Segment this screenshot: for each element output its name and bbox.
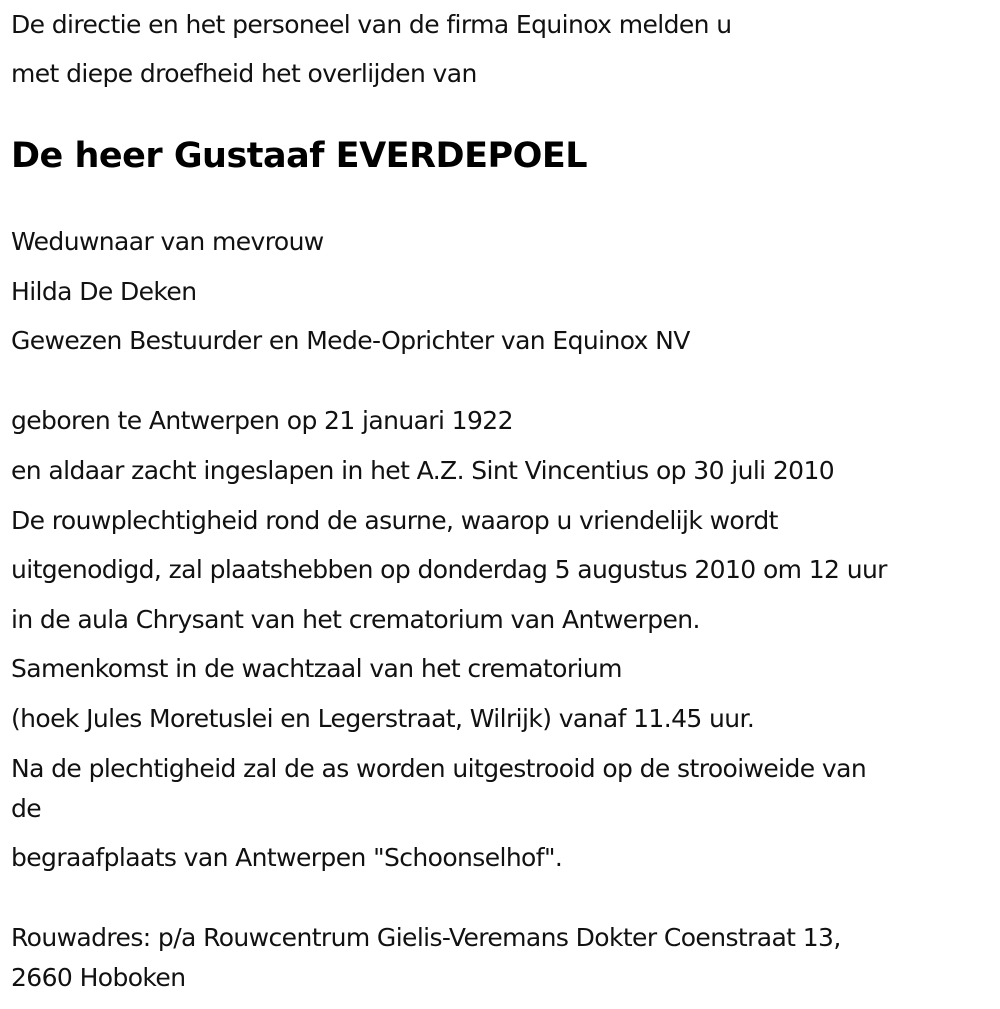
detail-line-7: (hoek Jules Moretuslei en Legerstraat, Wilrijk) vanaf 11.45 uur.	[11, 704, 755, 733]
detail-line-6: Samenkomst in de wachtzaal van het crematorium	[11, 654, 622, 683]
detail-line-8: Na de plechtigheid zal de as worden uitgestrooid op de strooiweide van	[11, 754, 867, 783]
detail-line-1: geboren te Antwerpen op 21 januari 1922	[11, 406, 513, 435]
detail-line-5: in de aula Chrysant van het crematorium van Antwerpen.	[11, 605, 700, 634]
relation-line-1: Weduwnaar van mevrouw	[11, 227, 324, 256]
detail-line-9: de	[11, 794, 42, 823]
relation-line-2: Hilda De Deken	[11, 277, 197, 306]
deceased-name-heading: De heer Gustaaf EVERDEPOEL	[11, 136, 588, 176]
detail-line-3: De rouwplechtigheid rond de asurne, waarop u vriendelijk wordt	[11, 506, 778, 535]
detail-line-4: uitgenodigd, zal plaatshebben op donderdag 5 augustus 2010 om 12 uur	[11, 555, 887, 584]
detail-line-10: begraafplaats van Antwerpen "Schoonselhof".	[11, 843, 563, 872]
relation-line-3: Gewezen Bestuurder en Mede-Oprichter van Equinox NV	[11, 326, 690, 355]
detail-line-2: en aldaar zacht ingeslapen in het A.Z. Sint Vincentius op 30 juli 2010	[11, 456, 835, 485]
address-line-2: 2660 Hoboken	[11, 963, 186, 992]
intro-line-2: met diepe droefheid het overlijden van	[11, 59, 477, 88]
intro-line-1: De directie en het personeel van de firma Equinox melden u	[11, 10, 732, 39]
address-line-1: Rouwadres: p/a Rouwcentrum Gielis-Veremans Dokter Coenstraat 13,	[11, 923, 841, 952]
